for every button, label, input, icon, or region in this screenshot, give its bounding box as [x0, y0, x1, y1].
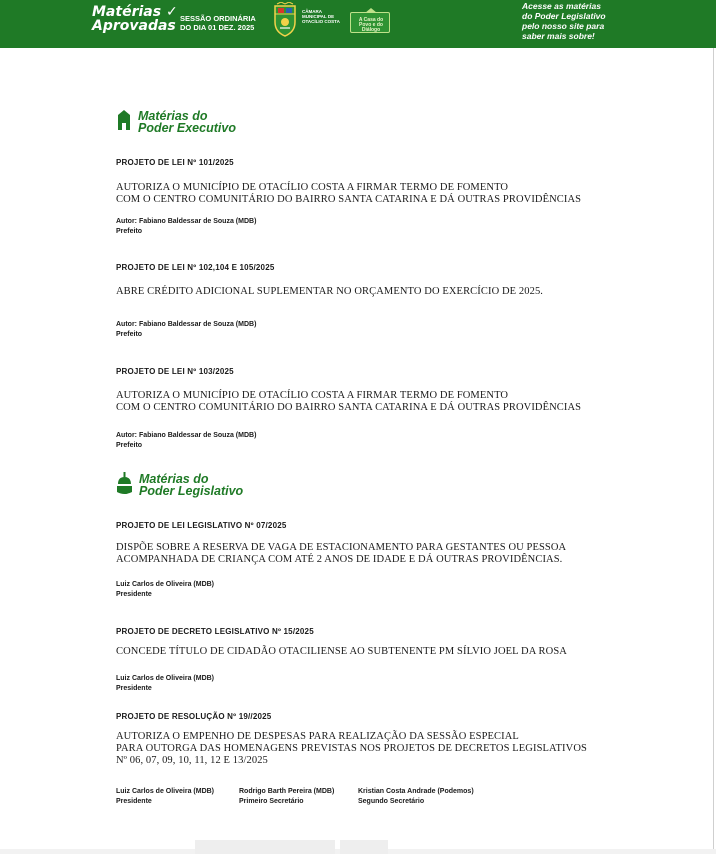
cta-line3: pelo nosso site para [522, 21, 605, 31]
author-role: Prefeito [116, 228, 143, 235]
item-author [116, 580, 214, 600]
legislativo-heading-line2: Poder Legislativo [139, 484, 244, 498]
banner-title-line1: Matérias [92, 4, 162, 20]
camara-name: CÂMARA MUNICIPAL DE OTACÍLIO COSTA [302, 9, 340, 24]
item-title: PROJETO DE LEI Nº 101/2025 [116, 158, 234, 167]
building-icon [116, 109, 132, 131]
item-text-line: CONCEDE TÍTULO DE CIDADÃO OTACILIENSE AO SUBTENENTE PM SÍLVIO JOEL DA ROSA [116, 646, 567, 657]
item-title: PROJETO DE RESOLUÇÃO Nº 19//2025 [116, 712, 272, 721]
executivo-heading [116, 109, 236, 134]
author-name: Autor: Fabiano Baldessar de Souza (MDB) [116, 432, 257, 439]
header-banner [0, 0, 716, 48]
item-title: PROJETO DE LEI Nº 102,104 E 105/2025 [116, 263, 275, 272]
item-author [116, 320, 256, 340]
author-role: Presidente [116, 798, 152, 805]
item-text-line: ABRE CRÉDITO ADICIONAL SUPLEMENTAR NO ORÇAMENTO DO EXERCÍCIO DE 2025. [116, 286, 544, 297]
author-role: Primeiro Secretário [239, 798, 304, 805]
banner-title [92, 5, 178, 33]
item-text-line: AUTORIZA O MUNICÍPIO DE OTACÍLIO COSTA A FIRMAR TERMO DE FOMENTO [116, 182, 509, 193]
item-text [116, 731, 656, 767]
check-icon: ✓ [165, 4, 178, 20]
item-text [116, 286, 656, 298]
badge-text: A Casa do Povo e do Diálogo [358, 17, 384, 33]
footer-block [340, 840, 388, 854]
item-text-line: AUTORIZA O MUNICÍPIO DE OTACÍLIO COSTA A FIRMAR TERMO DE FOMENTO [116, 390, 509, 401]
item-title: PROJETO DE LEI LEGISLATIVO Nº 07/2025 [116, 521, 287, 530]
banner-title-line2: Aprovadas [92, 18, 176, 34]
item-author [358, 787, 474, 807]
item-text-line: DISPÕE SOBRE A RESERVA DE VAGA DE ESTACIONAMENTO PARA GESTANTES OU PESSOA [116, 542, 567, 553]
author-name: Luiz Carlos de Oliveira (MDB) [116, 788, 215, 795]
item-text-line: AUTORIZA O EMPENHO DE DESPESAS PARA REALIZAÇÃO DA SESSÃO ESPECIAL [116, 731, 519, 742]
page-border [713, 48, 714, 854]
session-line2: DO DIA 01 DEZ. 2025 [180, 23, 255, 32]
author-role: Segundo Secretário [358, 798, 425, 805]
item-text [116, 646, 656, 658]
item-text [116, 182, 656, 206]
author-name: Rodrigo Barth Pereira (MDB) [239, 788, 335, 795]
executivo-heading-label [138, 110, 236, 134]
item-author [116, 787, 214, 807]
author-role: Prefeito [116, 442, 143, 449]
municipal-crest-icon [272, 2, 298, 38]
item-author [116, 431, 256, 451]
item-text [116, 542, 656, 566]
item-author [239, 787, 334, 807]
item-author [116, 674, 214, 694]
legislativo-heading-label [139, 473, 243, 497]
item-text [116, 390, 656, 414]
author-name: Luiz Carlos de Oliveira (MDB) [116, 675, 215, 682]
cta-line4: saber mais sobre! [522, 31, 595, 41]
author-role: Prefeito [116, 331, 143, 338]
legislativo-heading-line1: Matérias do [139, 472, 209, 486]
item-text-line: COM O CENTRO COMUNITÁRIO DO BAIRRO SANTA CATARINA E DÁ OUTRAS PROVIDÊNCIAS [116, 194, 582, 205]
author-name: Autor: Fabiano Baldessar de Souza (MDB) [116, 321, 257, 328]
site-cta[interactable] [522, 1, 642, 41]
item-text-line: Nº 06, 07, 09, 10, 11, 12 E 13/2025 [116, 755, 268, 766]
item-title: PROJETO DE DECRETO LEGISLATIVO Nº 15/2025 [116, 627, 314, 636]
cta-line1: Acesse as matérias [522, 1, 601, 11]
legislativo-heading [116, 472, 243, 497]
author-name: Luiz Carlos de Oliveira (MDB) [116, 581, 215, 588]
session-date [180, 14, 256, 32]
item-text-line: PARA OUTORGA DAS HOMENAGENS PREVISTAS NOS PROJETOS DE DECRETOS LEGISLATIVOS [116, 743, 587, 754]
executivo-heading-line2: Poder Executivo [138, 121, 236, 135]
author-role: Presidente [116, 591, 152, 598]
author-name: Kristian Costa Andrade (Podemos) [358, 788, 474, 795]
casa-do-povo-badge [350, 12, 390, 33]
cta-line2: do Poder Legislativo [522, 11, 606, 21]
item-title: PROJETO DE LEI Nº 103/2025 [116, 367, 234, 376]
item-text-line: ACOMPANHADA DE CRIANÇA COM ATÉ 2 ANOS DE IDADE E DÁ OUTRAS PROVIDÊNCIAS. [116, 554, 563, 565]
author-role: Presidente [116, 685, 152, 692]
author-name: Autor: Fabiano Baldessar de Souza (MDB) [116, 218, 257, 225]
item-text-line: COM O CENTRO COMUNITÁRIO DO BAIRRO SANTA CATARINA E DÁ OUTRAS PROVIDÊNCIAS [116, 402, 582, 413]
session-line1: SESSÃO ORDINÁRIA [180, 14, 256, 23]
footer-block [195, 840, 335, 854]
executivo-heading-line1: Matérias do [138, 109, 208, 123]
roof-icon [365, 8, 377, 13]
item-author [116, 217, 256, 237]
legislative-dome-icon [116, 472, 133, 496]
